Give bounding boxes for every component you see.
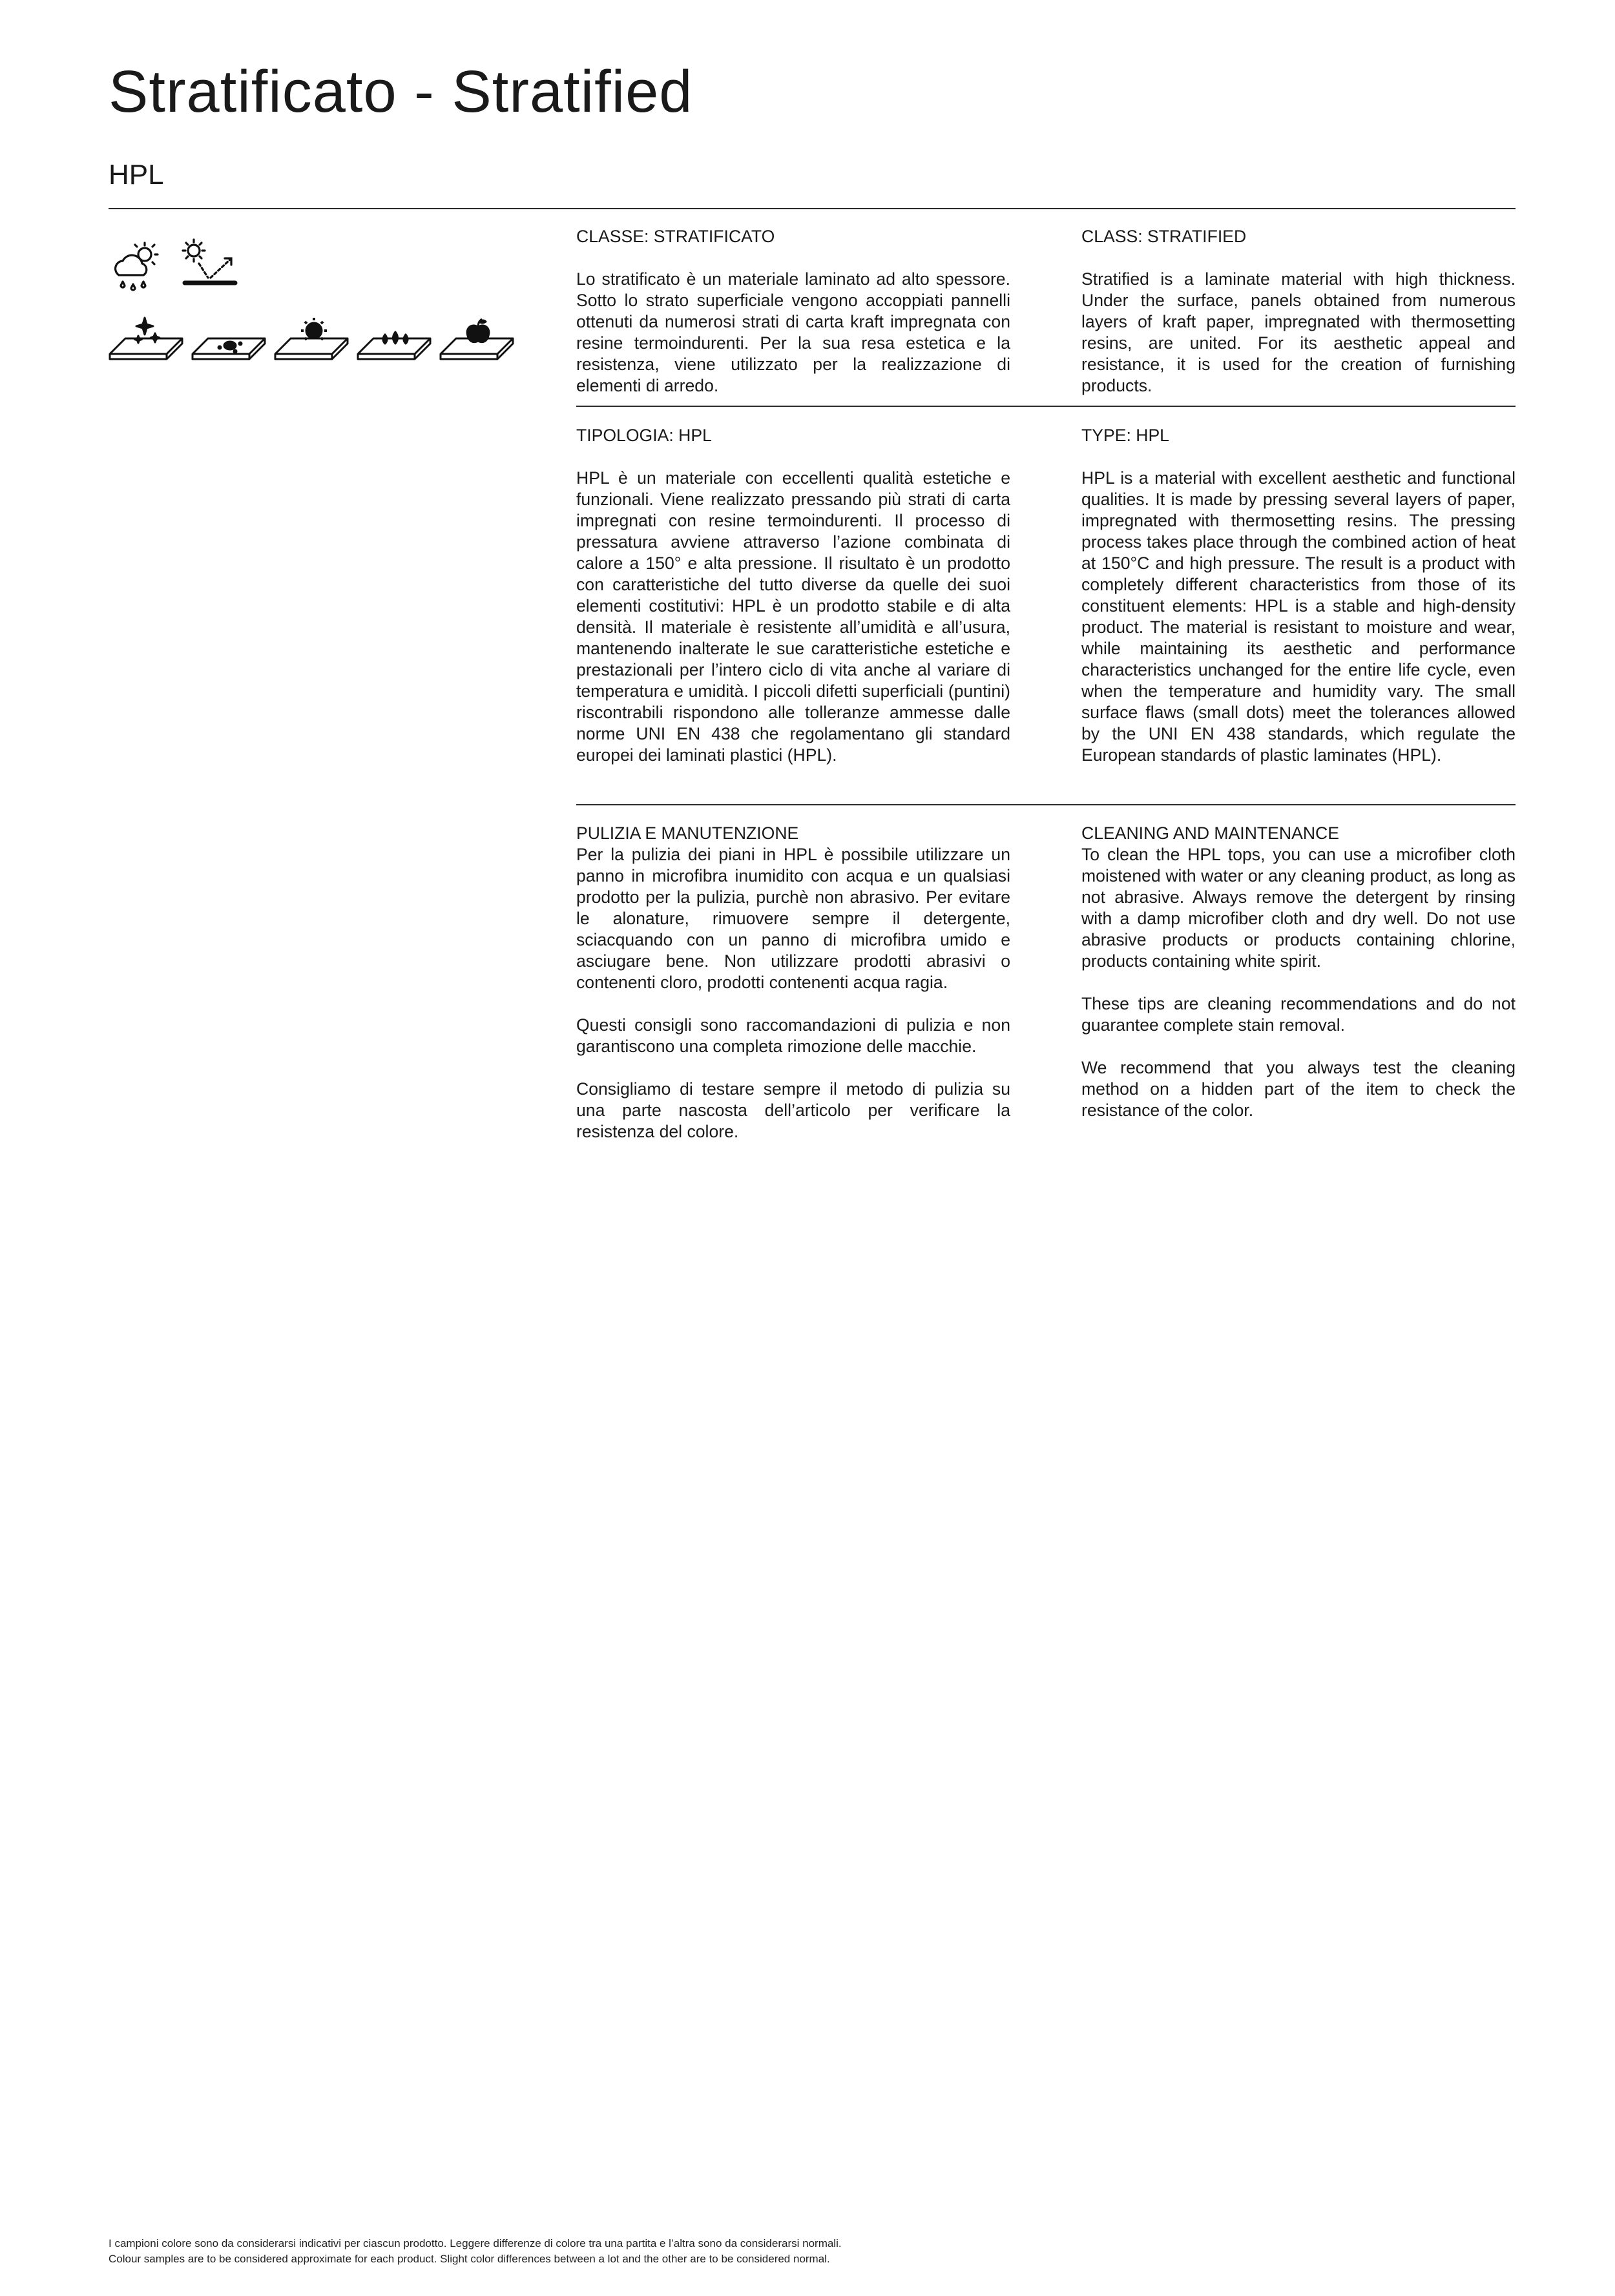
section-heading: TYPE: HPL <box>1081 426 1169 445</box>
section-paragraph: Per la pulizia dei piani in HPL è possibile utilizzare un panno in microfibra inumidito con acqua e un qualsiasi prodotto per la pulizia, purchè non abrasivo. Per evitare le alonature, rimuovere sempre il detergente, sciacquando con un panno di microfibra umido e asciugare bene. Non utilizzare prodotti abrasivi o contenenti cloro, prodotti contenenti acqua ragia. <box>576 845 1010 992</box>
section-paragraph: These tips are cleaning recommendations and do not guarantee complete stain removal. <box>1081 994 1516 1035</box>
section-heading: CLEANING AND MAINTENANCE <box>1081 823 1339 843</box>
section-class-it <box>576 226 1010 397</box>
section-paragraph: We recommend that you always test the cleaning method on a hidden part of the item to check the resistance of the color. <box>1081 1058 1516 1120</box>
stain-resistant-icon <box>190 316 267 368</box>
section-cleaning-en <box>1081 823 1516 1121</box>
section-divider <box>576 804 1516 805</box>
uv-resistant-icon <box>180 238 244 296</box>
section-paragraph: Stratified is a laminate material with high thickness. Under the surface, panels obtained from numerous layers of kraft paper, impregnated with thermosetting resins, are united. For its aesthetic appeal and resistance, it is used for the creation of furnishing products. <box>1081 269 1516 395</box>
section-paragraph: Lo stratificato è un materiale laminato ad alto spessore. Sotto lo strato superficiale vengono accoppiati pannelli ottenuti da numerosi strati di carta kraft impregnata con resine termoindurenti. Per la sua resa estetica e la resistenza, viene utilizzato per la realizzazione di elementi di arredo. <box>576 269 1010 395</box>
food-safe-icon <box>438 316 516 368</box>
section-type-it <box>576 425 1010 766</box>
header-divider <box>109 208 1516 209</box>
scratch-resistant-icon <box>107 316 185 368</box>
section-heading: TIPOLOGIA: HPL <box>576 426 712 445</box>
section-paragraph: HPL è un materiale con eccellenti qualità estetiche e funzionali. Viene realizzato pressando più strati di carta impregnati con resine termoindurenti. Il processo di pressatura avviene attraverso l’azione combinata di calore a 150° e alta pressione. Il risultato è un prodotto con caratteristiche del tutto diverse da quelle dei suoi elementi costitutivi: HPL è un prodotto stabile e di alta densità. Il materiale è resistente all’umidità e all’usura, mantenendo inalterate le sue caratteristiche estetiche e prestazionali per l’intero ciclo di vita anche al variare di temperatura e umidità. I piccoli difetti superficiali (puntini) riscontrabili rispondono alle tolleranze ammesse dalle norme UNI EN 438 che regolamentano gli standard europei dei laminati plastici (HPL). <box>576 468 1010 765</box>
section-paragraph: Consigliamo di testare sempre il metodo di pulizia su una parte nascosta dell’articolo per verificare la resistenza del colore. <box>576 1079 1010 1141</box>
section-heading: CLASS: STRATIFIED <box>1081 227 1247 246</box>
footer-line-en: Colour samples are to be considered approximate for each product. Slight color differences between a lot and the other are to be considered normal. <box>109 2253 830 2265</box>
section-paragraph: To clean the HPL tops, you can use a microfiber cloth moistened with water or any cleaning product, as long as not abrasive. Always remove the detergent by rinsing with a damp microfiber cloth and dry well. Do not use abrasive products or products containing chlorine, products containing white spirit. <box>1081 845 1516 971</box>
material-icons <box>107 238 521 380</box>
heat-resistant-icon <box>273 316 350 368</box>
page-title: Stratificato - Stratified <box>109 59 693 125</box>
section-heading: PULIZIA E MANUTENZIONE <box>576 823 799 843</box>
weather-resistant-icon <box>107 239 165 297</box>
section-divider <box>576 406 1516 407</box>
section-class-en <box>1081 226 1516 397</box>
section-cleaning-it <box>576 823 1010 1143</box>
section-type-en <box>1081 425 1516 766</box>
footer-disclaimer <box>109 2236 842 2267</box>
section-paragraph: HPL is a material with excellent aesthetic and functional qualities. It is made by pressing several layers of paper, impregnated with thermosetting resins. The pressing process takes place through the combined action of heat at 150°C and high pressure. The result is a product with completely different characteristics from those of its constituent elements: HPL is a stable and high-density product. The material is resistant to moisture and wear, while maintaining its aesthetic and performance characteristics unchanged for the entire life cycle, even when the temperature and humidity vary. The small surface flaws (small dots) meet the tolerances allowed by the UNI EN 438 standards, which regulate the European standards of plastic laminates (HPL). <box>1081 468 1516 765</box>
footer-line-it: I campioni colore sono da considerarsi indicativi per ciascun prodotto. Leggere differenze di colore tra una partita e l’altra sono da considerarsi normali. <box>109 2237 842 2249</box>
section-heading: CLASSE: STRATIFICATO <box>576 227 775 246</box>
water-resistant-icon <box>355 316 433 368</box>
section-paragraph: Questi consigli sono raccomandazioni di pulizia e non garantiscono una completa rimozione delle macchie. <box>576 1015 1010 1056</box>
page-subtitle: HPL <box>109 159 164 191</box>
